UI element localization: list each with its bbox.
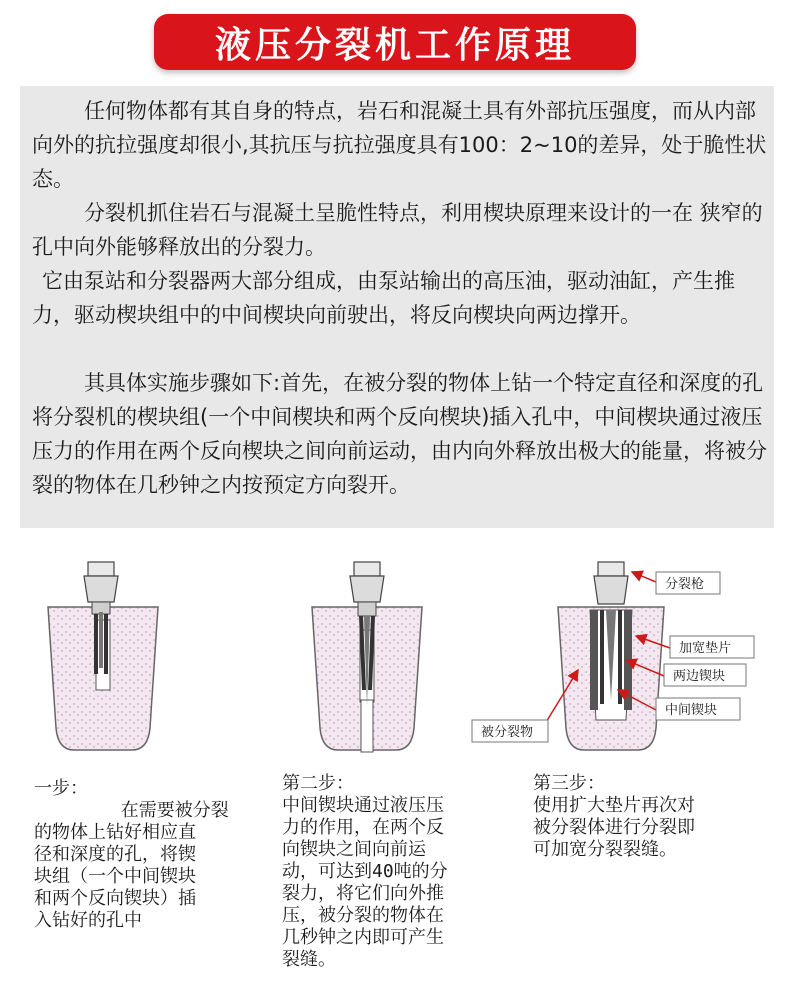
label-shim-text: 加宽垫片: [679, 641, 732, 656]
splitter-gun-3: [590, 562, 632, 710]
figure-step-2: [312, 562, 422, 752]
label-gun-text: 分裂枪: [665, 577, 705, 592]
paragraph-1: 任何物体都有其自身的特点，岩石和混凝土具有外部抗压强度，而从内部向外的抗拉强度却很小,其抗压与抗拉强度具有100：2~10的差异，处于脆性状态。: [32, 99, 767, 191]
step-3-caption: 第三步： 使用扩大垫片再次对 被分裂体进行分裂即 可加宽分裂裂缝。: [533, 773, 695, 860]
title-banner: [154, 14, 636, 70]
paragraph-2: 分裂机抓住岩石与混凝土呈脆性特点，利用楔块原理来设计的一在 狭窄的孔中向外能够释放出的分裂力。: [32, 201, 763, 259]
figure-step-3: [472, 562, 754, 750]
figure-step-1: [48, 562, 158, 750]
paragraph-4: 其具体实施步骤如下:首先，在被分裂的物体上钻一个特定直径和深度的孔将分裂机的楔块组(一个中间楔块和两个反向楔块)插入孔中，中间楔块通过液压压力的作用在两个反向楔块之间向前运动，由内向外释放出极大的能量，将被分裂的物体在几秒钟之内按预定方向裂开。: [32, 371, 767, 497]
label-side-wedge-text: 两边锲块: [673, 669, 726, 684]
shim-left: [590, 610, 598, 710]
step-1-caption: 一步： 在需要被分裂 的物体上钻好相应直 径和深度的孔，将锲 块组（一个中间锲块 和两个反向锲块）插 入钻好的孔中: [34, 778, 229, 931]
label-gun: [632, 572, 720, 594]
page-title: 液压分裂机工作原理: [214, 23, 575, 66]
paragraph-3: 它由泵站和分裂器两大部分组成，由泵站输出的高压油，驱动油缸，产生推力，驱动楔块组中的中间楔块向前驶出，将反向楔块向两边撑开。: [32, 269, 735, 327]
step-2-caption: 第二步： 中间锲块通过液压压 力的作用，在两个反 向锲块之间向前运 动，可达到40吨的分 裂力，将它们向外推 压，被分裂的物体在 几秒钟之内即可产生 裂缝。: [282, 773, 448, 970]
splitting-diagram: [0, 550, 790, 775]
label-object-text: 被分裂物: [481, 725, 534, 740]
label-mid-wedge-text: 中间锲块: [665, 703, 718, 718]
label-object: [472, 670, 578, 742]
description-box: [20, 86, 774, 528]
